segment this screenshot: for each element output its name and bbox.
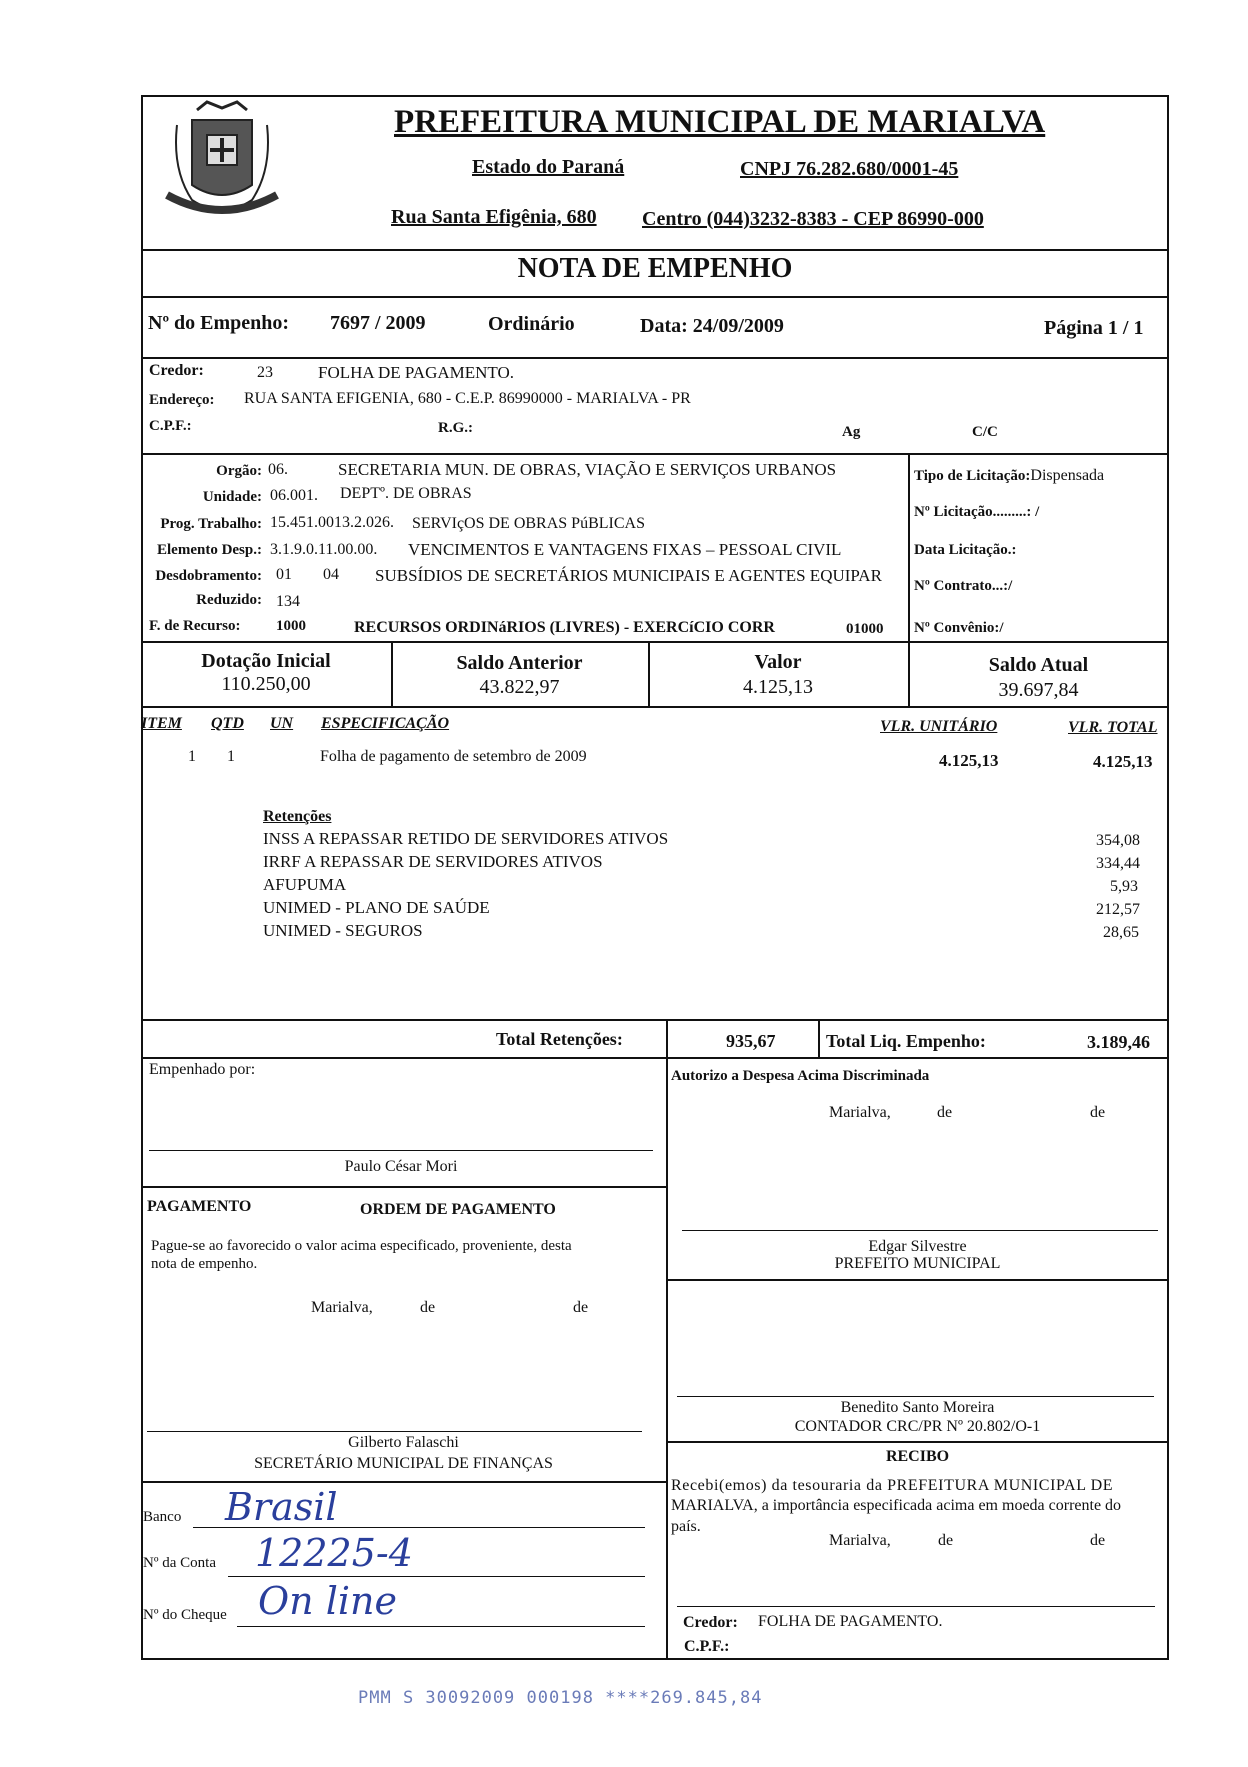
secretario-name: Gilberto Falaschi [348,1434,459,1451]
contador-name: Benedito Santo Moreira [840,1399,995,1416]
item-number: 1 [188,748,196,765]
desdobramento-name: SUBSÍDIOS DE SECRETÁRIOS MUNICIPAIS E AGENTES EQUIPAR [375,566,882,585]
recibo-text-3: país. [671,1518,701,1535]
recibo-text-1: Recebi(emos) da tesouraria da PREFEITURA MUNICIPAL DE [671,1477,1114,1494]
conta-label: Nº da Conta [143,1555,216,1571]
divider [141,1186,666,1188]
elemento-code: 3.1.9.0.11.00.00. [270,541,378,558]
divider [141,1481,666,1483]
pagamento-city: Marialva, [311,1299,373,1316]
cc-label: C/C [972,424,998,440]
conta-handwritten: 12225-4 [255,1531,413,1575]
tipo-licitacao-label [914,467,1104,485]
retencoes-title: Retenções [263,808,332,825]
col-qtd-header: QTD [211,715,244,732]
divider [141,453,1169,455]
conta-line [228,1576,645,1577]
footer-stamp: PMM S 30092009 000198 ****269.845,84 [358,1688,763,1708]
orgao-code: 06. [268,461,288,478]
total-retencoes-value: 935,67 [726,1031,776,1051]
pagamento-text-2: nota de empenho. [151,1256,258,1272]
credor-address: RUA SANTA EFIGENIA, 680 - C.E.P. 86990000 - MARIALVA - PR [244,390,691,407]
tipo-licitacao-label-text: Tipo de Licitação: [914,468,1031,484]
divider [141,706,1169,708]
prog-name: SERVIçOS DE OBRAS PúBLICAS [412,515,645,532]
contador-title: CONTADOR CRC/PR Nº 20.802/O-1 [794,1418,1041,1435]
address: Rua Santa Efigênia, 680 [391,206,597,228]
divider [141,249,1169,251]
col-item-header: ITEM [141,715,182,732]
fonte-code: 1000 [276,618,306,634]
contact-info: Centro (044)3232-8383 - CEP 86990-000 [642,208,984,230]
autorizo-de-2: de [1090,1104,1106,1121]
signature-line [677,1396,1154,1397]
autorizo-text: Autorizo a Despesa Acima Discriminada [671,1068,930,1084]
recibo-de-1: de [938,1532,954,1549]
item-vlr-unitario: 4.125,13 [939,751,999,770]
reduzido-code: 134 [276,593,300,610]
total-retencoes-label: Total Retenções: [496,1029,623,1049]
retencao-value: 5,93 [1110,878,1138,895]
retencao-desc: AFUPUMA [263,875,347,894]
pagamento-de-2: de [573,1299,589,1316]
saldo-anterior-value: 43.822,97 [479,676,560,698]
col-especificacao-header: ESPECIFICAÇÃO [321,715,450,732]
municipality-title: PREFEITURA MUNICIPAL DE MARIALVA [394,104,1046,140]
col-vlr-unitario-header: VLR. UNITÁRIO [880,718,998,735]
pagamento-text-1: Pague-se ao favorecido o valor acima especificado, proveniente, desta [151,1238,572,1254]
unidade-name: DEPTº. DE OBRAS [340,485,472,502]
empenho-type: Ordinário [488,313,575,335]
desdobramento-code-1: 01 [276,566,292,583]
licitacao-number: Nº Licitação.........: / [914,504,1040,520]
divider [666,1019,668,1059]
credor-name: FOLHA DE PAGAMENTO. [318,363,514,382]
elemento-name: VENCIMENTOS E VANTAGENS FIXAS – PESSOAL CIVIL [408,540,842,559]
reduzido-label: Reduzido: [196,592,262,608]
retencao-value: 354,08 [1096,832,1140,849]
fonte-label: F. de Recurso: [149,618,241,634]
divider [141,1057,1169,1059]
prog-code: 15.451.0013.2.026. [270,514,394,531]
desdobramento-code-2: 04 [323,566,339,583]
col-vlr-total-header: VLR. TOTAL [1068,719,1158,736]
retencao-value: 212,57 [1096,901,1140,918]
signature-line [677,1606,1155,1607]
unidade-label: Unidade: [202,489,262,505]
cheque-line [237,1626,645,1627]
address-label: Endereço: [149,392,215,408]
divider [141,296,1169,298]
empenho-number: 7697 / 2009 [330,312,426,334]
banco-label: Banco [143,1509,182,1525]
retencao-desc: UNIMED - PLANO DE SAÚDE [263,898,490,917]
empenho-number-label: Nº do Empenho: [148,312,290,334]
recibo-de-2: de [1090,1532,1106,1549]
retencao-value: 28,65 [1103,924,1139,941]
valor-label: Valor [754,651,802,673]
contrato-number: Nº Contrato...:/ [914,578,1013,594]
saldo-atual-label: Saldo Atual [988,654,1089,676]
coat-of-arms-icon [152,100,292,230]
fonte-extra: 01000 [846,621,884,637]
divider [666,1441,1169,1443]
divider [666,1279,1169,1281]
item-vlr-total: 4.125,13 [1093,752,1153,771]
secretario-title: SECRETÁRIO MUNICIPAL DE FINANÇAS [254,1455,553,1472]
empenhado-por-label: Empenhado por: [149,1061,256,1078]
divider [141,1019,1169,1021]
rg-label: R.G.: [438,420,473,436]
cheque-label: Nº do Cheque [143,1607,227,1623]
credor-code: 23 [257,364,273,381]
autorizo-city: Marialva, [829,1104,891,1121]
saldo-anterior-label: Saldo Anterior [456,652,583,674]
divider [141,641,1169,643]
orgao-label: Orgão: [216,463,262,479]
credor-label: Credor: [149,362,204,379]
item-qtd: 1 [227,748,235,765]
tipo-licitacao-value: Dispensada [1030,467,1105,484]
prefeito-name: Edgar Silvestre [868,1238,967,1255]
total-liquido-value: 3.189,46 [1087,1032,1150,1052]
empenho-date: Data: 24/09/2009 [640,315,784,337]
cheque-handwritten: On line [258,1579,397,1623]
pagamento-label: PAGAMENTO [147,1198,252,1215]
col-un-header: UN [270,715,294,732]
autorizo-de-1: de [937,1104,953,1121]
total-liquido-label: Total Liq. Empenho: [826,1031,986,1051]
recibo-city: Marialva, [829,1532,891,1549]
cpf-label: C.P.F.: [149,418,192,434]
licitacao-date: Data Licitação.: [914,542,1017,558]
signature-line [147,1431,642,1432]
convenio-number: Nº Convênio:/ [914,620,1004,636]
recibo-credor-label: Credor: [683,1614,738,1631]
unidade-code: 06.001. [270,487,318,504]
recibo-cpf-label: C.P.F.: [684,1638,730,1655]
dotacao-inicial-value: 110.250,00 [221,673,311,695]
pagamento-de-1: de [420,1299,436,1316]
divider [908,453,910,641]
document-title: NOTA DE EMPENHO [517,253,793,284]
empenhado-por-name: Paulo César Mori [344,1158,458,1175]
ordem-pagamento-label: ORDEM DE PAGAMENTO [360,1201,556,1218]
elemento-label: Elemento Desp.: [157,542,262,558]
recibo-text-2: MARIALVA, a importância especificada acima em moeda corrente do [671,1497,1122,1514]
orgao-name: SECRETARIA MUN. DE OBRAS, VIAÇÃO E SERVIÇOS URBANOS [338,460,837,479]
recibo-title: RECIBO [885,1448,950,1465]
retencao-desc: INSS A REPASSAR RETIDO DE SERVIDORES ATIVOS [263,829,669,848]
dotacao-inicial-label: Dotação Inicial [201,650,331,672]
ag-label: Ag [842,424,861,440]
divider [818,1019,820,1059]
saldo-atual-value: 39.697,84 [998,679,1079,701]
signature-line [682,1230,1158,1231]
banco-handwritten: Brasil [225,1485,338,1529]
retencao-value: 334,44 [1096,855,1140,872]
fonte-name: RECURSOS ORDINáRIOS (LIVRES) - EXERCíCIO CORR [354,619,775,636]
item-especificacao: Folha de pagamento de setembro de 2009 [320,748,587,765]
recibo-credor-value: FOLHA DE PAGAMENTO. [758,1613,943,1630]
cnpj: CNPJ 76.282.680/0001-45 [740,158,959,180]
retencao-desc: UNIMED - SEGUROS [263,921,423,940]
retencao-desc: IRRF A REPASSAR DE SERVIDORES ATIVOS [263,852,603,871]
valor-value: 4.125,13 [743,676,813,698]
desdobramento-label: Desdobramento: [155,568,262,584]
page-number: Página 1 / 1 [1044,317,1144,339]
divider [141,357,1169,359]
prefeito-title: PREFEITO MUNICIPAL [834,1255,1001,1272]
prog-label: Prog. Trabalho: [160,516,262,532]
state-name: Estado do Paraná [472,156,625,178]
divider [666,1057,668,1660]
signature-line [149,1150,653,1151]
